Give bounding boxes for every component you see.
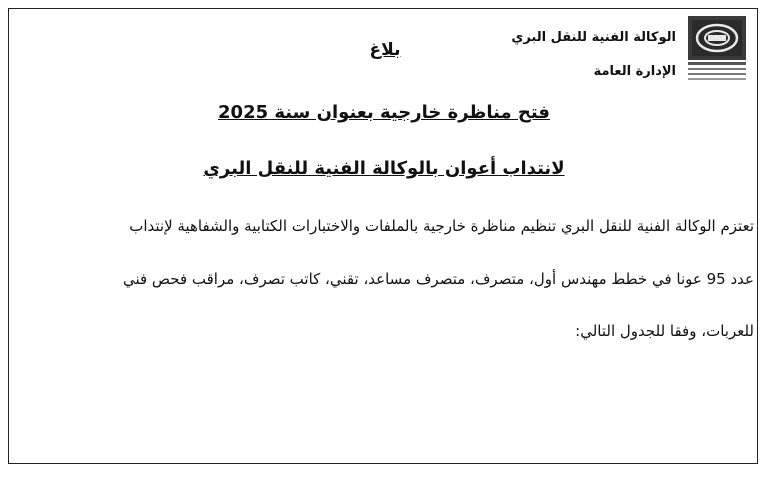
- body-line-1: تعتزم الوكالة الفنية للنقل البري تنظيم مناظرة خارجية بالملفات والاختبارات الكتابية والشفاهية لإنتداب: [129, 217, 754, 235]
- department-name: الإدارة العامة: [593, 64, 676, 79]
- notice-heading-1: فتح مناظرة خارجية بعنوان سنة 2025: [218, 102, 550, 123]
- notice-heading-2: لانتداب أعوان بالوكالة الفنية للنقل البري: [203, 158, 565, 179]
- body-line-2: عدد 95 عونا في خطط مهندس أول، متصرف، متصرف مساعد، تقني، كاتب تصرف، مراقب فحص فني: [122, 270, 754, 288]
- organization-name: الوكالة الفنية للنقل البري: [511, 30, 676, 45]
- notice-title: بلاغ: [369, 40, 401, 60]
- body-line-3: للعربات، وفقا للجدول التالي:: [575, 322, 754, 340]
- agency-logo-icon: [686, 14, 748, 86]
